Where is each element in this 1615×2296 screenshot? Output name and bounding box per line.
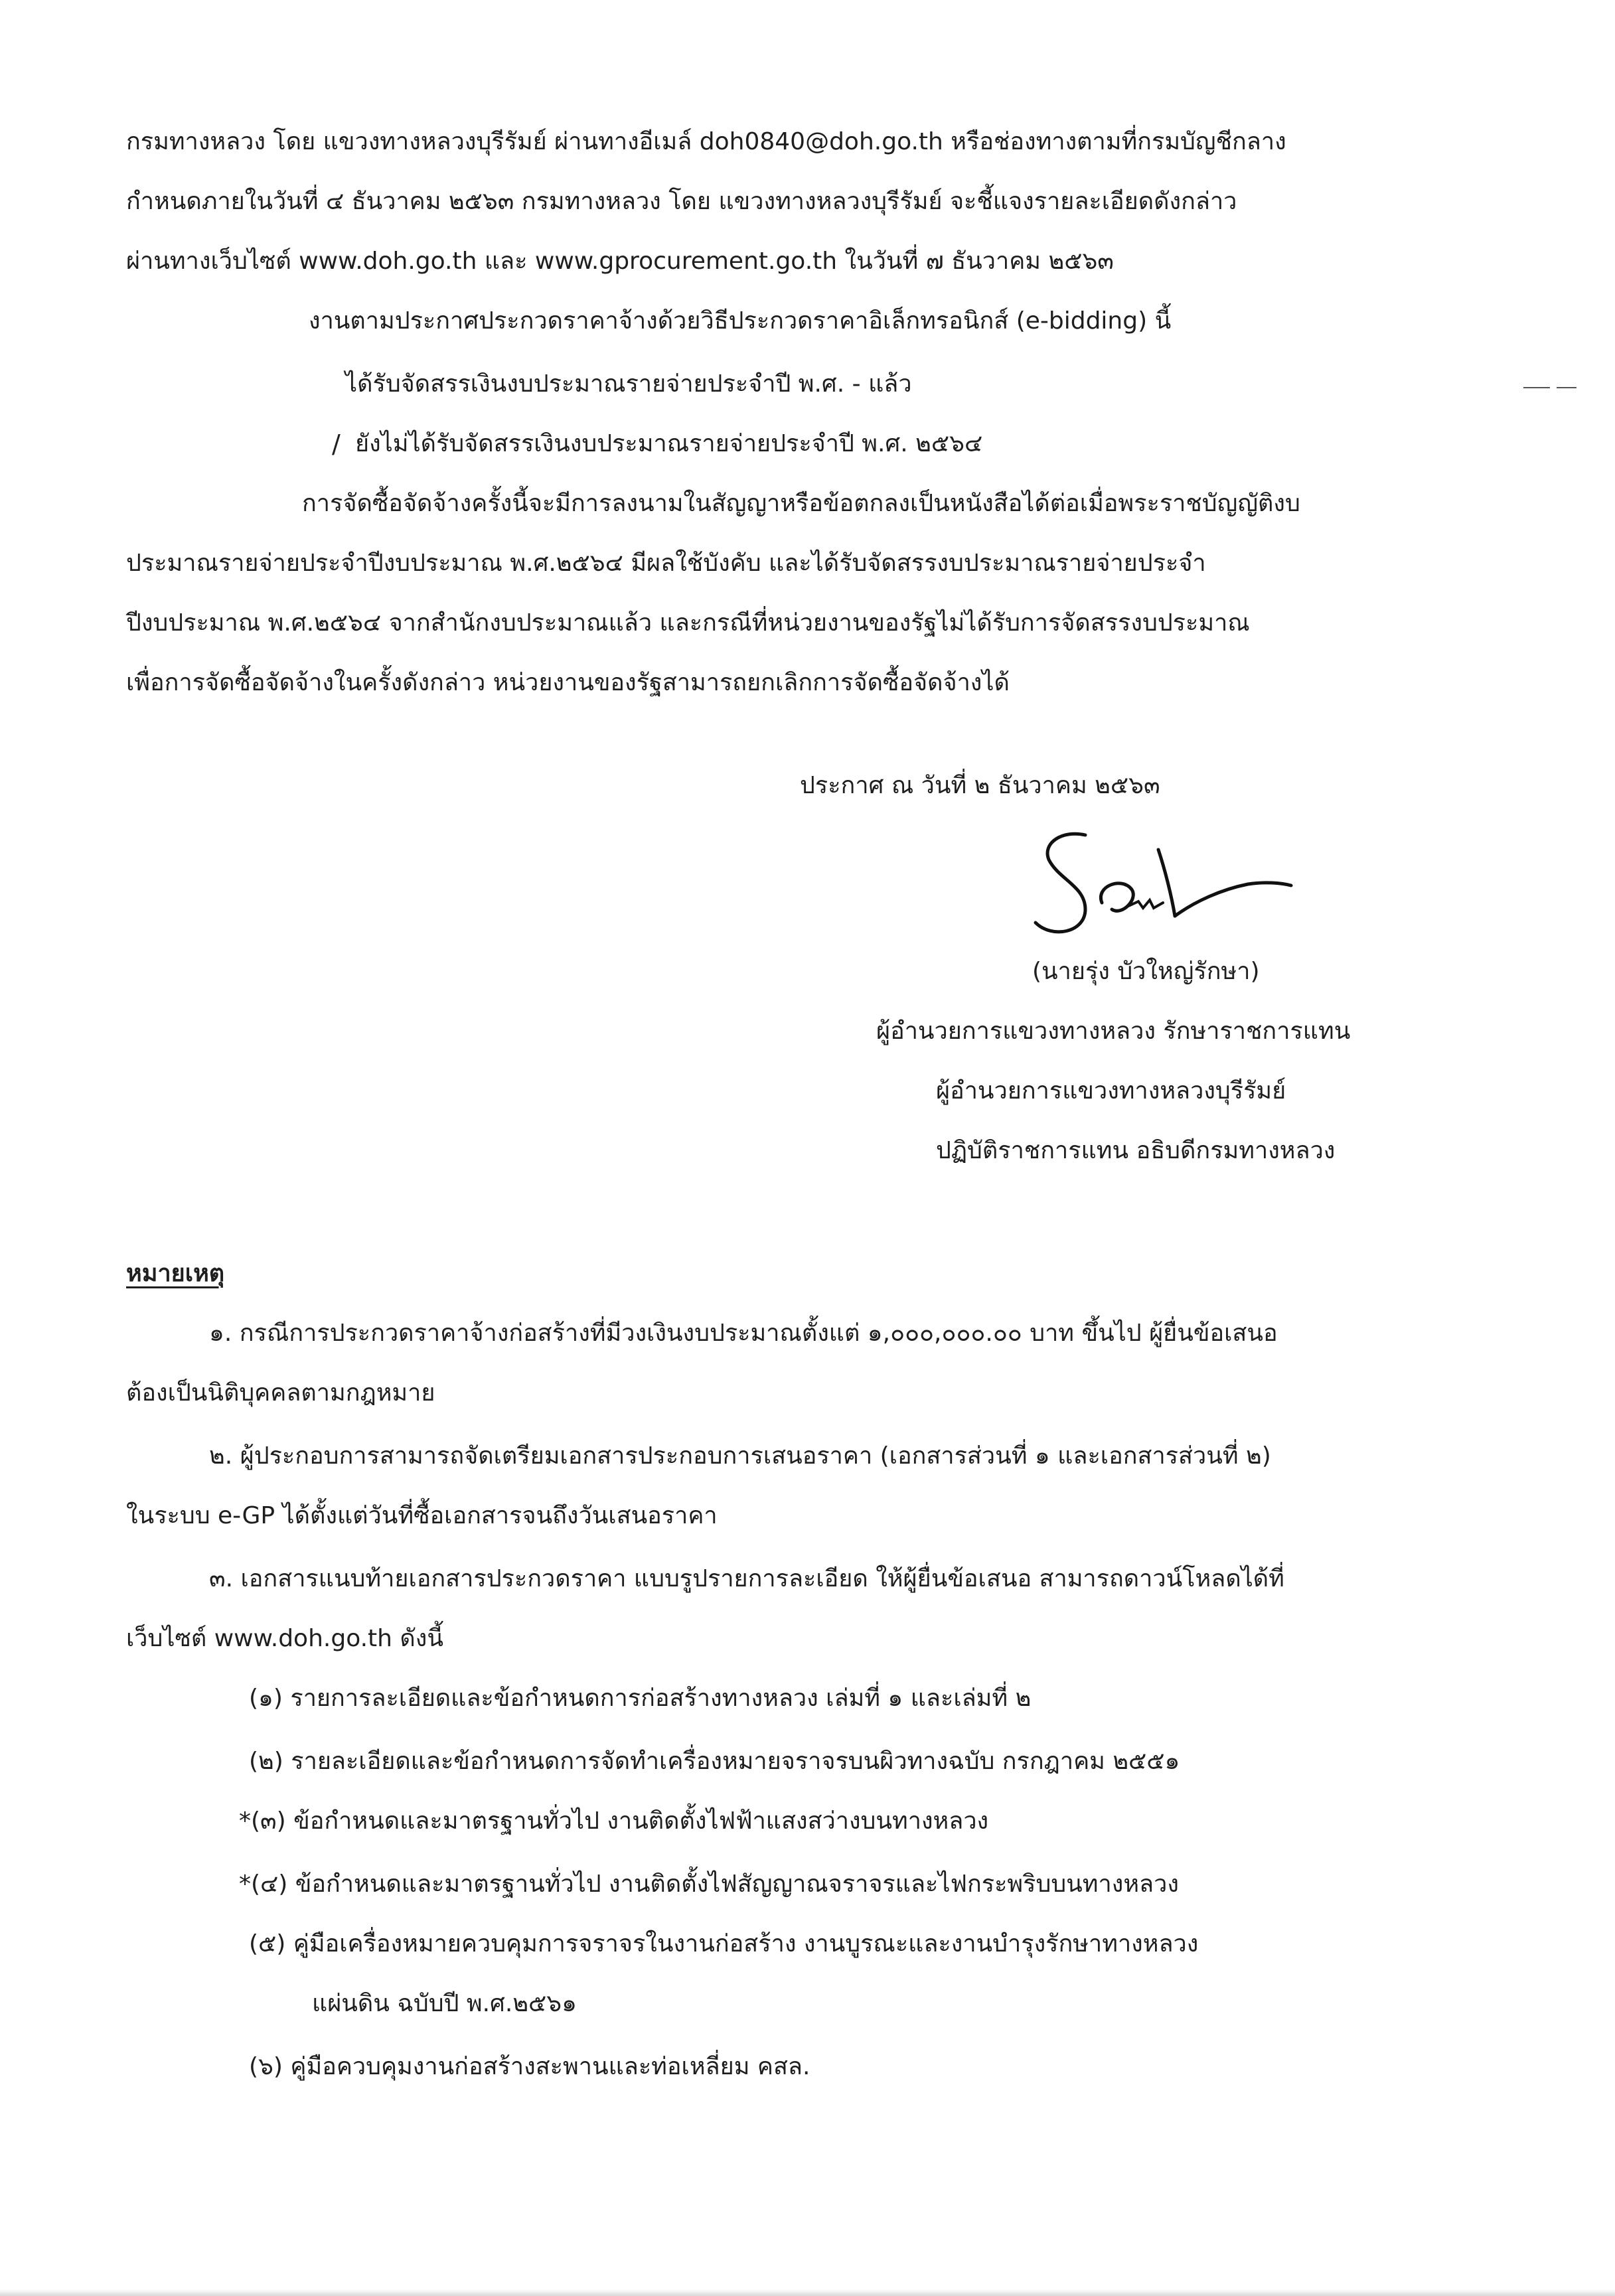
signatory-name: (นายรุ่ง บัวใหญ่รักษา): [1032, 958, 1260, 985]
budget-option-allocated: ได้รับจัดสรรเงินงบประมาณรายจ่ายประจำปี พ.ศ. - แล้ว: [345, 370, 912, 398]
procurement-line-2: ประมาณรายจ่ายประจำปีงบประมาณ พ.ศ.๒๕๖๔ มีผลใช้บังคับ และได้รับจัดสรรงบประมาณรายจ่ายประจำ: [126, 550, 1206, 577]
procurement-line-3: ปีงบประมาณ พ.ศ.๒๕๖๔ จากสำนักงบประมาณแล้ว และกรณีที่หน่วยงานของรัฐไม่ได้รับการจัดสรรงบประมาณ: [126, 609, 1250, 637]
announcement-date: ประกาศ ณ วันที่ ๒ ธันวาคม ๒๕๖๓: [800, 772, 1160, 799]
signature-image: [1022, 823, 1301, 956]
checkmark-slash: /: [332, 429, 341, 459]
note-1-line-1: ๑. กรณีการประกวดราคาจ้างก่อสร้างที่มีวงเงินงบประมาณตั้งแต่ ๑,๐๐๐,๐๐๐.๐๐ บาท ขึ้นไป ผู้ยื่นข้อเสนอ: [209, 1320, 1278, 1347]
note-3-line-2: เว็บไซต์ www.doh.go.th ดังนี้: [126, 1625, 443, 1652]
budget-option-not-allocated: ยังไม่ได้รับจัดสรรเงินงบประมาณรายจ่ายประจำปี พ.ศ. ๒๕๖๔: [355, 430, 983, 457]
note-item: (๖) คู่มือควบคุมงานก่อสร้างสะพานและท่อเหลี่ยม คสล.: [249, 2053, 810, 2080]
scan-mark: [1523, 387, 1550, 388]
intro-line-1: กรมทางหลวง โดย แขวงทางหลวงบุรีรัมย์ ผ่านทางอีเมล์ doh0840@doh.go.th หรือช่องทางตามที่กรมบัญชีกลาง: [126, 128, 1286, 155]
scan-bottom-edge: [0, 2289, 1615, 2296]
signatory-title-1: ผู้อำนวยการแขวงทางหลวง รักษาราชการแทน: [876, 1018, 1351, 1045]
procurement-line-4: เพื่อการจัดซื้อจัดจ้างในครั้งดังกล่าว หน่วยงานของรัฐสามารถยกเลิกการจัดซื้อจัดจ้างได้: [126, 669, 1010, 696]
notes-heading: หมายเหตุ: [126, 1260, 225, 1287]
note-item-continuation: แผ่นดิน ฉบับปี พ.ศ.๒๕๖๑: [312, 1990, 577, 2017]
note-3-line-1: ๓. เอกสารแนบท้ายเอกสารประกวดราคา แบบรูปรายการละเอียด ให้ผู้ยื่นข้อเสนอ สามารถดาวน์โหลดได้ที่: [209, 1565, 1284, 1592]
note-item: (๑) รายการละเอียดและข้อกำหนดการก่อสร้างทางหลวง เล่มที่ ๑ และเล่มที่ ๒: [249, 1685, 1032, 1712]
budget-intro: งานตามประกาศประกวดราคาจ้างด้วยวิธีประกวดราคาอิเล็กทรอนิกส์ (e-bidding) นี้: [309, 307, 1172, 335]
intro-line-2: กำหนดภายในวันที่ ๔ ธันวาคม ๒๕๖๓ กรมทางหลวง โดย แขวงทางหลวงบุรีรัมย์ จะชี้แจงรายละเอียดดังกล่าว: [126, 188, 1237, 215]
scan-mark: [1557, 387, 1577, 388]
signatory-title-2: ผู้อำนวยการแขวงทางหลวงบุรีรัมย์: [936, 1077, 1286, 1105]
procurement-line-1: การจัดซื้อจัดจ้างครั้งนี้จะมีการลงนามในสัญญาหรือข้อตกลงเป็นหนังสือได้ต่อเมื่อพระราชบัญญัติงบ: [302, 490, 1300, 517]
note-item: *(๓) ข้อกำหนดและมาตรฐานทั่วไป งานติดตั้งไฟฟ้าแสงสว่างบนทางหลวง: [239, 1807, 989, 1835]
note-item: (๒) รายละเอียดและข้อกำหนดการจัดทำเครื่องหมายจราจรบนผิวทางฉบับ กรกฎาคม ๒๕๕๑: [249, 1748, 1180, 1775]
signatory-title-3: ปฏิบัติราชการแทน อธิบดีกรมทางหลวง: [936, 1137, 1336, 1164]
note-item: *(๔) ข้อกำหนดและมาตรฐานทั่วไป งานติดตั้งไฟสัญญาณจราจรและไฟกระพริบบนทางหลวง: [239, 1871, 1179, 1898]
intro-line-3: ผ่านทางเว็บไซต์ www.doh.go.th และ www.gprocurement.go.th ในวันที่ ๗ ธันวาคม ๒๕๖๓: [126, 248, 1114, 275]
note-2-line-2: ในระบบ e-GP ได้ตั้งแต่วันที่ซื้อเอกสารจนถึงวันเสนอราคา: [126, 1502, 718, 1529]
note-2-line-1: ๒. ผู้ประกอบการสามารถจัดเตรียมเอกสารประกอบการเสนอราคา (เอกสารส่วนที่ ๑ และเอกสารส่วนที่ ๒): [209, 1442, 1271, 1470]
note-item: (๕) คู่มือเครื่องหมายควบคุมการจราจรในงานก่อสร้าง งานบูรณะและงานบำรุงรักษาทางหลวง: [249, 1930, 1199, 1957]
note-1-line-2: ต้องเป็นนิติบุคคลตามกฎหมาย: [126, 1379, 435, 1407]
